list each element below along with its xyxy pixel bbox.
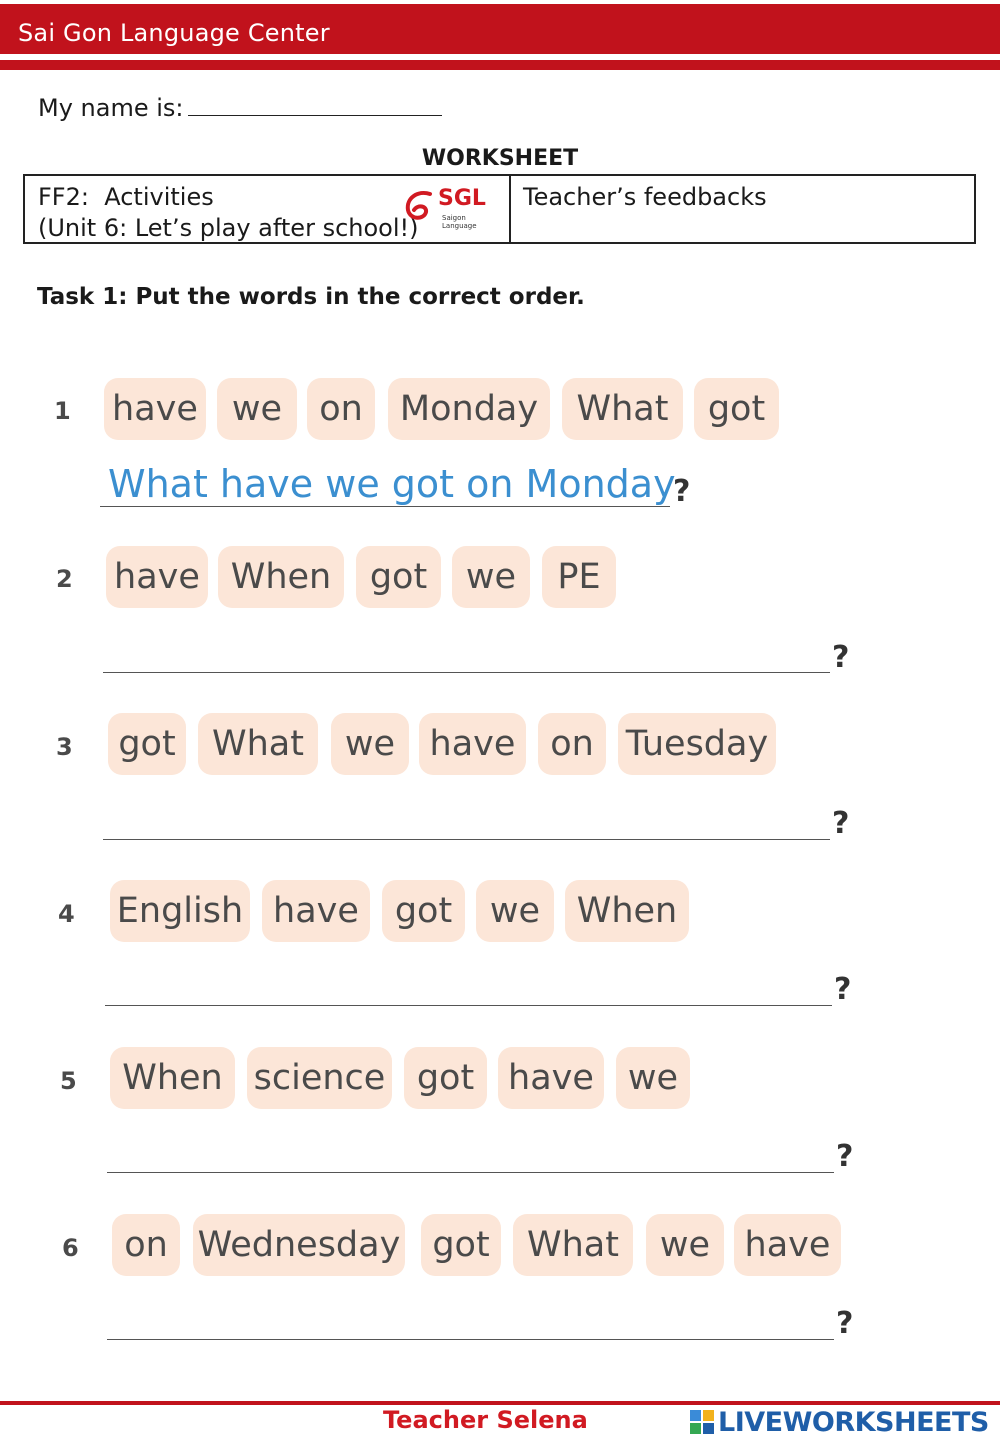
name-row xyxy=(38,94,442,122)
exercise-number: 1 xyxy=(54,397,71,425)
exercise-number: 2 xyxy=(56,565,73,593)
lesson-unit: (Unit 6: Let’s play after school!) xyxy=(38,214,419,242)
word-tile[interactable]: have xyxy=(498,1047,604,1109)
liveworksheets-grid-icon xyxy=(690,1410,714,1434)
word-tile[interactable]: What xyxy=(562,378,683,440)
word-tile[interactable]: English xyxy=(110,880,250,942)
word-tile[interactable]: we xyxy=(331,713,409,775)
example-answer: What have we got on Monday xyxy=(108,462,676,506)
header-divider xyxy=(0,60,1000,70)
word-tile[interactable]: What xyxy=(513,1214,633,1276)
name-label: My name is: xyxy=(38,94,184,122)
worksheet-title: WORKSHEET xyxy=(421,146,579,171)
question-mark: ? xyxy=(834,972,852,1007)
word-tile[interactable]: got xyxy=(421,1214,501,1276)
liveworksheets-logo xyxy=(690,1407,989,1437)
question-mark: ? xyxy=(832,640,850,675)
word-tile[interactable]: have xyxy=(419,713,526,775)
word-tile[interactable]: Monday xyxy=(388,378,550,440)
word-tile[interactable]: What xyxy=(198,713,318,775)
feedback-cell xyxy=(511,176,974,242)
feedback-label: Teacher’s feedbacks xyxy=(523,183,767,211)
info-table xyxy=(23,174,976,244)
word-tile[interactable]: have xyxy=(734,1214,841,1276)
word-tile[interactable]: on xyxy=(112,1214,180,1276)
word-tile[interactable]: we xyxy=(217,378,297,440)
word-tile[interactable]: on xyxy=(307,378,375,440)
word-tile[interactable]: got xyxy=(694,378,779,440)
word-tile[interactable]: PE xyxy=(542,546,616,608)
word-tile[interactable]: we xyxy=(616,1047,690,1109)
logo-subtext: Saigon Language xyxy=(442,214,477,230)
word-tile[interactable]: Wednesday xyxy=(193,1214,405,1276)
answer-line xyxy=(100,506,670,507)
teacher-name: Teacher Selena xyxy=(383,1406,588,1434)
liveworksheets-brand: LIVEWORKSHEETS xyxy=(718,1406,989,1438)
header-title: Sai Gon Language Center xyxy=(18,19,330,47)
word-tile[interactable]: have xyxy=(104,378,206,440)
word-tile[interactable]: we xyxy=(476,880,554,942)
name-field[interactable] xyxy=(188,95,442,116)
word-tile[interactable]: When xyxy=(565,880,689,942)
answer-line[interactable] xyxy=(103,672,830,673)
word-tile[interactable]: got xyxy=(356,546,441,608)
exercise-number: 5 xyxy=(60,1067,77,1095)
word-tile[interactable]: When xyxy=(218,546,344,608)
lesson-cell xyxy=(25,176,511,242)
footer-divider xyxy=(0,1401,1000,1405)
word-tile[interactable]: on xyxy=(538,713,606,775)
word-tile[interactable]: got xyxy=(404,1047,487,1109)
task-instruction: Task 1: Put the words in the correct order. xyxy=(37,284,585,310)
word-tile[interactable]: got xyxy=(108,713,186,775)
exercise-number: 3 xyxy=(56,733,73,761)
word-tile[interactable]: science xyxy=(247,1047,392,1109)
question-mark: ? xyxy=(673,474,691,509)
word-tile[interactable]: we xyxy=(452,546,530,608)
word-tile[interactable]: have xyxy=(106,546,208,608)
word-tile[interactable]: got xyxy=(382,880,465,942)
answer-line[interactable] xyxy=(103,839,830,840)
header-bar xyxy=(0,4,1000,54)
sgl-logo xyxy=(400,186,500,228)
question-mark: ? xyxy=(836,1306,854,1341)
answer-line[interactable] xyxy=(107,1172,834,1173)
answer-line[interactable] xyxy=(107,1339,834,1340)
word-tile[interactable]: we xyxy=(646,1214,724,1276)
answer-line[interactable] xyxy=(105,1005,832,1006)
exercise-number: 6 xyxy=(62,1234,79,1262)
swirl-logo-icon xyxy=(400,186,440,228)
word-tile[interactable]: have xyxy=(262,880,370,942)
lesson-level: FF2: Activities xyxy=(38,183,214,211)
logo-text: SGL xyxy=(438,186,486,211)
question-mark: ? xyxy=(836,1139,854,1174)
question-mark: ? xyxy=(832,806,850,841)
word-tile[interactable]: Tuesday xyxy=(618,713,776,775)
word-tile[interactable]: When xyxy=(110,1047,235,1109)
exercise-number: 4 xyxy=(58,900,75,928)
